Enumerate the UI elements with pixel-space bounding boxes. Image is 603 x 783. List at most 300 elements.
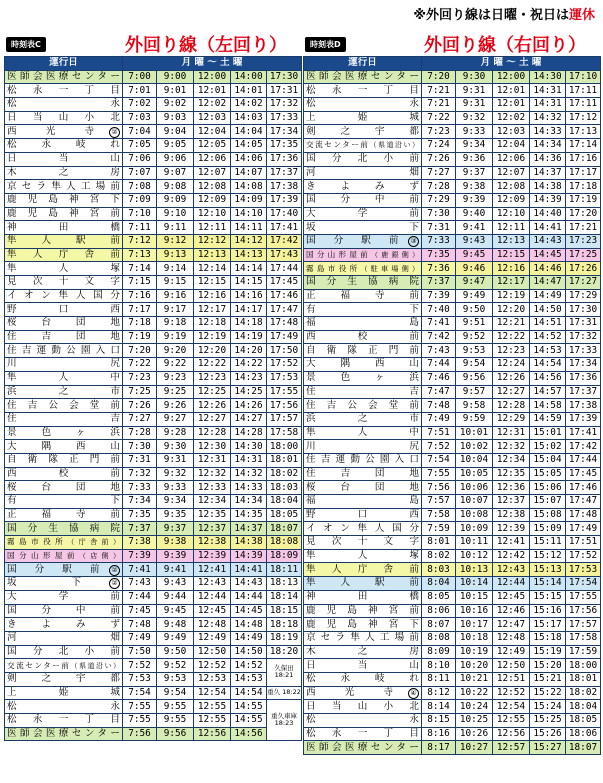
- station-name: [304, 289, 422, 303]
- station-name: [5, 125, 123, 139]
- departure-time: 7:48: [422, 399, 456, 413]
- departure-time: 15:16: [530, 604, 566, 618]
- station-label: 国 分 駅 前: [7, 563, 107, 575]
- station-note: （店側）: [78, 552, 121, 561]
- departure-time: 7:43: [422, 344, 456, 358]
- departure-time: 12:35: [194, 508, 231, 522]
- departure-time: 12:11: [194, 221, 231, 235]
- station-label: 住 吉: [306, 385, 419, 397]
- departure-time: 14:32: [231, 467, 267, 481]
- station-name: [304, 426, 422, 440]
- station-name: [304, 317, 422, 331]
- timetable-row: [304, 495, 601, 509]
- departure-time: 12:34: [194, 495, 231, 509]
- notice-highlight: 運休: [568, 8, 595, 23]
- timetable-row: [304, 166, 601, 180]
- station-label: 鹿 児 島 神 宮 下: [7, 194, 120, 206]
- timetable-row: [304, 371, 601, 385]
- timetable-row: [5, 84, 302, 98]
- timetable-c-table: [4, 56, 302, 741]
- departure-time: 7:55: [422, 467, 456, 481]
- departure-time: 7:33: [123, 481, 157, 495]
- departure-time: 14:43: [530, 234, 566, 248]
- station-name: [304, 522, 422, 536]
- departure-time: 14:13: [231, 248, 267, 262]
- departure-time: 12:11: [493, 221, 530, 235]
- departure-time: 17:59: [566, 645, 601, 659]
- departure-time: 12:25: [194, 385, 231, 399]
- departure-time: 9:38: [456, 180, 493, 194]
- departure-time: 17:14: [566, 139, 601, 153]
- station-label: 鹿 児 島 神 宮 前: [7, 207, 120, 219]
- departure-time: 17:58: [566, 631, 601, 645]
- departure-time: 9:03: [157, 111, 194, 125]
- departure-time: 9:36: [456, 152, 493, 166]
- departure-time: 8:06: [422, 604, 456, 618]
- departure-time: 7:46: [422, 371, 456, 385]
- departure-time: 17:33: [267, 111, 302, 125]
- departure-time: 17:36: [566, 371, 601, 385]
- departure-time: 14:38: [530, 180, 566, 194]
- station-label: 国 分 北 小 前: [7, 645, 120, 657]
- departure-time: 18:00: [267, 440, 302, 454]
- departure-time: 7:37: [123, 522, 157, 536]
- departure-time: 7:39: [422, 289, 456, 303]
- departure-time: 14:30: [231, 440, 267, 454]
- station-label: 住 吉 公 会 堂 前: [7, 399, 120, 411]
- station-name: [304, 618, 422, 632]
- departure-time: 14:44: [231, 590, 267, 604]
- station-label: 霧島市役所: [306, 263, 361, 273]
- station-label: 医師会医療センター: [7, 728, 120, 740]
- departure-time: 14:41: [231, 563, 267, 577]
- departure-time: 17:53: [267, 371, 302, 385]
- departure-time: 17:44: [267, 262, 302, 276]
- station-name: [304, 495, 422, 509]
- departure-time: 12:26: [493, 371, 530, 385]
- station-name: [304, 385, 422, 399]
- station-label: き よ み ず: [7, 618, 120, 630]
- station-label: 国 分 北 小 前: [306, 153, 419, 165]
- departure-time: 7:32: [123, 467, 157, 481]
- station-name: [304, 412, 422, 426]
- station-name: [304, 631, 422, 645]
- departure-time: 15:09: [530, 522, 566, 536]
- departure-time: 12:45: [194, 604, 231, 618]
- timetable-row: [304, 659, 601, 673]
- departure-time: 12:55: [194, 714, 231, 728]
- departure-time: 17:18: [566, 180, 601, 194]
- departure-time: 9:44: [157, 590, 194, 604]
- departure-time: 12:13: [194, 248, 231, 262]
- departure-time: 9:18: [157, 317, 194, 331]
- departure-time: 18:05: [267, 508, 302, 522]
- departure-time: 9:11: [157, 221, 194, 235]
- departure-time: 9:45: [456, 248, 493, 262]
- departure-time: 7:48: [123, 618, 157, 632]
- departure-time: 17:47: [267, 303, 302, 317]
- departure-time: 12:08: [493, 180, 530, 194]
- departure-time: 17:13: [566, 125, 601, 139]
- departure-time: 18:11: [267, 563, 302, 577]
- station-label: 交流センター前: [7, 660, 71, 670]
- departure-time: 9:59: [456, 412, 493, 426]
- departure-time: 12:04: [194, 125, 231, 139]
- station-name: [304, 180, 422, 194]
- departure-time: 9:52: [157, 659, 194, 673]
- station-name: [304, 193, 422, 207]
- departure-time: 9:14: [157, 262, 194, 276]
- station-label: 松 永 一 丁 目: [306, 84, 419, 96]
- station-label: 日 当 山: [7, 153, 120, 165]
- station-name: [5, 714, 123, 728]
- departure-time: 17:34: [267, 125, 302, 139]
- departure-time: 10:15: [456, 590, 493, 604]
- timetable-row: [304, 467, 601, 481]
- timetable-d-title: 外回り線（右回り）: [424, 35, 586, 56]
- departure-time: 17:34: [566, 358, 601, 372]
- departure-time: 10:01: [456, 426, 493, 440]
- departure-time: 14:39: [231, 549, 267, 563]
- departure-time: 15:08: [530, 508, 566, 522]
- departure-time: 7:49: [123, 631, 157, 645]
- departure-time: 10:07: [456, 495, 493, 509]
- departure-time: 12:28: [493, 399, 530, 413]
- departure-time: 12:38: [194, 536, 231, 550]
- departure-time: 12:19: [493, 289, 530, 303]
- station-label: 景 色 ヶ 浜: [306, 372, 419, 384]
- departure-time: 9:33: [456, 125, 493, 139]
- station-name: [5, 577, 123, 591]
- departure-time: 14:03: [231, 111, 267, 125]
- station-label: 日 当 山 小 北: [306, 700, 419, 712]
- timetable-row: [304, 248, 601, 262]
- timetable-row: [304, 440, 601, 454]
- departure-time: 8:10: [422, 659, 456, 673]
- departure-time: 9:50: [456, 303, 493, 317]
- station-name: [5, 590, 123, 604]
- departure-time: 14:56: [231, 727, 267, 741]
- departure-time: 12:30: [194, 440, 231, 454]
- departure-time: 15:11: [530, 536, 566, 550]
- timetable-row: [304, 70, 601, 84]
- departure-time: 7:58: [422, 508, 456, 522]
- station-label: 松 永: [306, 98, 419, 110]
- timetable-row: [304, 563, 601, 577]
- departure-time: 7:38: [123, 536, 157, 550]
- departure-time: 10:14: [456, 577, 493, 591]
- departure-time: 9:05: [157, 139, 194, 153]
- timetable-row: [5, 330, 302, 344]
- departure-time: 12:32: [194, 467, 231, 481]
- station-label: 住 吉 団 地: [7, 331, 120, 343]
- departure-time: 9:41: [456, 221, 493, 235]
- station-name: [304, 344, 422, 358]
- departure-time: 12:43: [493, 563, 530, 577]
- departure-time: 12:55: [493, 714, 530, 728]
- station-label: 上 姫 城: [306, 112, 419, 124]
- departure-time: 7:37: [422, 276, 456, 290]
- departure-time: 7:23: [123, 371, 157, 385]
- station-name: [5, 221, 123, 235]
- timetable-row: [304, 672, 601, 686]
- timetable-row: [304, 741, 601, 755]
- departure-time: 15:12: [530, 549, 566, 563]
- departure-time: 14:30: [530, 70, 566, 84]
- station-label: 霧島市役所: [7, 537, 68, 547]
- station-label: き よ み ず: [306, 180, 419, 192]
- terminal-note: 重久車庫 18:23: [267, 700, 302, 741]
- station-label: 医師会医療センター: [306, 71, 419, 83]
- header-days: 月 曜 ～ 土 曜: [123, 57, 302, 71]
- station-name: [304, 207, 422, 221]
- departure-time: 17:10: [566, 70, 601, 84]
- timetable-row: [5, 125, 302, 139]
- departure-time: 9:08: [157, 180, 194, 194]
- departure-time: 7:00: [123, 70, 157, 84]
- departure-time: 12:35: [493, 467, 530, 481]
- departure-time: 9:39: [456, 193, 493, 207]
- departure-time: 12:33: [194, 481, 231, 495]
- timetable-row: [5, 563, 302, 577]
- timetable-row: [304, 358, 601, 372]
- timetable-d-panel: [303, 30, 600, 755]
- departure-time: 9:40: [456, 207, 493, 221]
- station-name: [5, 495, 123, 509]
- departure-time: 14:10: [231, 207, 267, 221]
- departure-time: 17:38: [566, 399, 601, 413]
- departure-time: 14:50: [530, 303, 566, 317]
- station-label: 正 福 寺 前: [306, 290, 419, 302]
- station-name: [304, 536, 422, 550]
- departure-time: 7:11: [123, 221, 157, 235]
- station-note: （県道沿い）: [70, 661, 120, 670]
- departure-time: 14:07: [231, 166, 267, 180]
- timetable-d-table: [303, 56, 601, 755]
- station-name: [304, 440, 422, 454]
- timetable-row: [304, 426, 601, 440]
- station-name: [5, 453, 123, 467]
- departure-time: 8:16: [422, 727, 456, 741]
- timetable-row: [304, 234, 601, 248]
- station-label: 河 畑: [306, 166, 419, 178]
- station-name: [5, 111, 123, 125]
- departure-time: 9:38: [157, 536, 194, 550]
- departure-time: 9:26: [157, 399, 194, 413]
- timetable-row: [304, 262, 601, 276]
- departure-time: 14:11: [231, 221, 267, 235]
- station-label: 隼 人 庁 舎 前: [306, 563, 419, 575]
- timetable-row: [304, 522, 601, 536]
- timetable-row: [5, 344, 302, 358]
- header-station: 運行日: [304, 57, 422, 71]
- departure-time: 12:20: [194, 344, 231, 358]
- departure-time: 7:30: [422, 207, 456, 221]
- departure-time: 7:49: [422, 412, 456, 426]
- departure-time: 7:27: [123, 412, 157, 426]
- station-name: [304, 70, 422, 84]
- departure-time: 17:56: [566, 604, 601, 618]
- departure-time: 12:31: [194, 453, 231, 467]
- departure-time: 17:41: [566, 426, 601, 440]
- station-name: [5, 508, 123, 522]
- departure-time: 7:08: [123, 180, 157, 194]
- departure-time: 9:31: [456, 84, 493, 98]
- station-name: [304, 604, 422, 618]
- departure-time: 9:54: [456, 358, 493, 372]
- departure-time: 9:23: [157, 371, 194, 385]
- timetable-d-badge: 時刻表D: [305, 37, 346, 52]
- departure-time: 17:57: [566, 618, 601, 632]
- departure-time: 12:09: [194, 193, 231, 207]
- departure-time: 18:14: [267, 590, 302, 604]
- departure-time: 9:07: [157, 166, 194, 180]
- departure-time: 18:01: [566, 672, 601, 686]
- departure-time: 10:18: [456, 631, 493, 645]
- departure-time: 7:54: [123, 686, 157, 700]
- departure-time: 18:02: [566, 686, 601, 700]
- departure-time: 15:07: [530, 495, 566, 509]
- departure-time: 12:01: [493, 98, 530, 112]
- station-name: [5, 317, 123, 331]
- timetable-row: [5, 536, 302, 550]
- station-name: [5, 303, 123, 317]
- departure-time: 17:57: [267, 412, 302, 426]
- departure-time: 10:08: [456, 508, 493, 522]
- departure-time: 7:57: [422, 495, 456, 509]
- station-name: [304, 508, 422, 522]
- timetable-row: [304, 276, 601, 290]
- departure-time: 8:08: [422, 631, 456, 645]
- departure-time: 12:12: [194, 234, 231, 248]
- station-note: （庁舎前）: [67, 538, 121, 547]
- timetable-row: [5, 659, 302, 673]
- station-label: 住吉運動公園入口: [7, 344, 120, 356]
- station-note: （駐車場側）: [360, 264, 419, 273]
- station-name: [304, 453, 422, 467]
- departure-time: 7:50: [123, 645, 157, 659]
- departure-time: 17:25: [566, 248, 601, 262]
- station-label: 神 田 橋: [306, 591, 419, 603]
- departure-time: 9:50: [157, 645, 194, 659]
- station-name: [5, 385, 123, 399]
- departure-time: 12:54: [493, 700, 530, 714]
- station-name: [304, 481, 422, 495]
- departure-time: 8:01: [422, 536, 456, 550]
- departure-time: 9:06: [157, 152, 194, 166]
- departure-time: 17:32: [267, 98, 302, 112]
- station-label: 隼 人 塚: [306, 550, 419, 562]
- departure-time: 12:06: [194, 152, 231, 166]
- timetable-row: [304, 180, 601, 194]
- departure-time: 17:26: [566, 262, 601, 276]
- departure-time: 12:27: [194, 412, 231, 426]
- departure-time: 8:09: [422, 645, 456, 659]
- timetable-row: [304, 152, 601, 166]
- departure-time: 14:18: [231, 317, 267, 331]
- station-label: 自 衛 隊 正 門 前: [306, 344, 419, 356]
- departure-time: 18:08: [267, 536, 302, 550]
- departure-time: 12:51: [493, 672, 530, 686]
- station-label: 隼 人 中: [306, 426, 419, 438]
- departure-time: 17:33: [566, 344, 601, 358]
- timetable-row: [5, 714, 302, 728]
- departure-time: 7:54: [422, 453, 456, 467]
- station-label: 松 永 岐 れ: [306, 673, 419, 685]
- timetable-row: [5, 426, 302, 440]
- station-name: [304, 234, 422, 248]
- station-label: 桜 台 団 地: [7, 481, 120, 493]
- departure-time: 10:26: [456, 727, 493, 741]
- departure-time: 12:00: [493, 70, 530, 84]
- notice-text: ※外回り線は日曜・祝日は: [413, 8, 569, 23]
- station-label: 隼 人 中: [7, 372, 120, 384]
- departure-time: 9:30: [157, 440, 194, 454]
- departure-time: 9:51: [456, 317, 493, 331]
- timetable-row: [304, 207, 601, 221]
- station-name: [304, 714, 422, 728]
- departure-time: 7:02: [123, 98, 157, 112]
- station-name: [5, 672, 123, 686]
- departure-time: 9:37: [157, 522, 194, 536]
- station-label: 国 分 生 協 病 院: [306, 276, 419, 288]
- departure-time: 9:49: [157, 631, 194, 645]
- departure-time: 7:16: [123, 289, 157, 303]
- departure-time: 8:02: [422, 549, 456, 563]
- departure-time: 10:17: [456, 618, 493, 632]
- departure-time: 9:53: [157, 672, 194, 686]
- departure-time: 12:54: [194, 686, 231, 700]
- departure-time: 7:42: [422, 330, 456, 344]
- departure-time: 17:42: [267, 234, 302, 248]
- departure-time: 9:33: [157, 481, 194, 495]
- station-name: [304, 125, 422, 139]
- departure-time: 14:04: [231, 125, 267, 139]
- station-name: [5, 276, 123, 290]
- departure-time: 9:43: [456, 234, 493, 248]
- departure-time: 9:58: [456, 399, 493, 413]
- departure-time: 17:52: [267, 358, 302, 372]
- departure-time: 14:01: [231, 84, 267, 98]
- departure-time: 15:02: [530, 440, 566, 454]
- departure-time: 17:37: [267, 166, 302, 180]
- timetable-row: [304, 221, 601, 235]
- departure-time: 14:16: [231, 289, 267, 303]
- timetable-row: [304, 84, 601, 98]
- departure-time: 7:52: [123, 659, 157, 673]
- departure-time: 9:22: [157, 358, 194, 372]
- departure-time: 9:01: [157, 84, 194, 98]
- departure-time: 14:26: [231, 399, 267, 413]
- station-label: 大 学 前: [306, 207, 419, 219]
- departure-time: 18:20: [267, 645, 302, 659]
- station-label: 西 光 寺: [306, 686, 406, 698]
- departure-time: 7:25: [123, 385, 157, 399]
- departure-time: 12:16: [194, 289, 231, 303]
- station-label: 桜 台 団 地: [306, 481, 419, 493]
- departure-time: 15:04: [530, 453, 566, 467]
- station-name: [304, 741, 422, 755]
- departure-time: 7:09: [123, 193, 157, 207]
- station-label: 大 学 前: [7, 591, 120, 603]
- departure-time: 8:11: [422, 672, 456, 686]
- station-label: 福 島: [306, 495, 419, 507]
- departure-time: 7:13: [123, 248, 157, 262]
- departure-time: 7:56: [422, 481, 456, 495]
- station-name: [5, 70, 123, 84]
- departure-time: 9:56: [456, 371, 493, 385]
- timetable-row: [304, 686, 601, 700]
